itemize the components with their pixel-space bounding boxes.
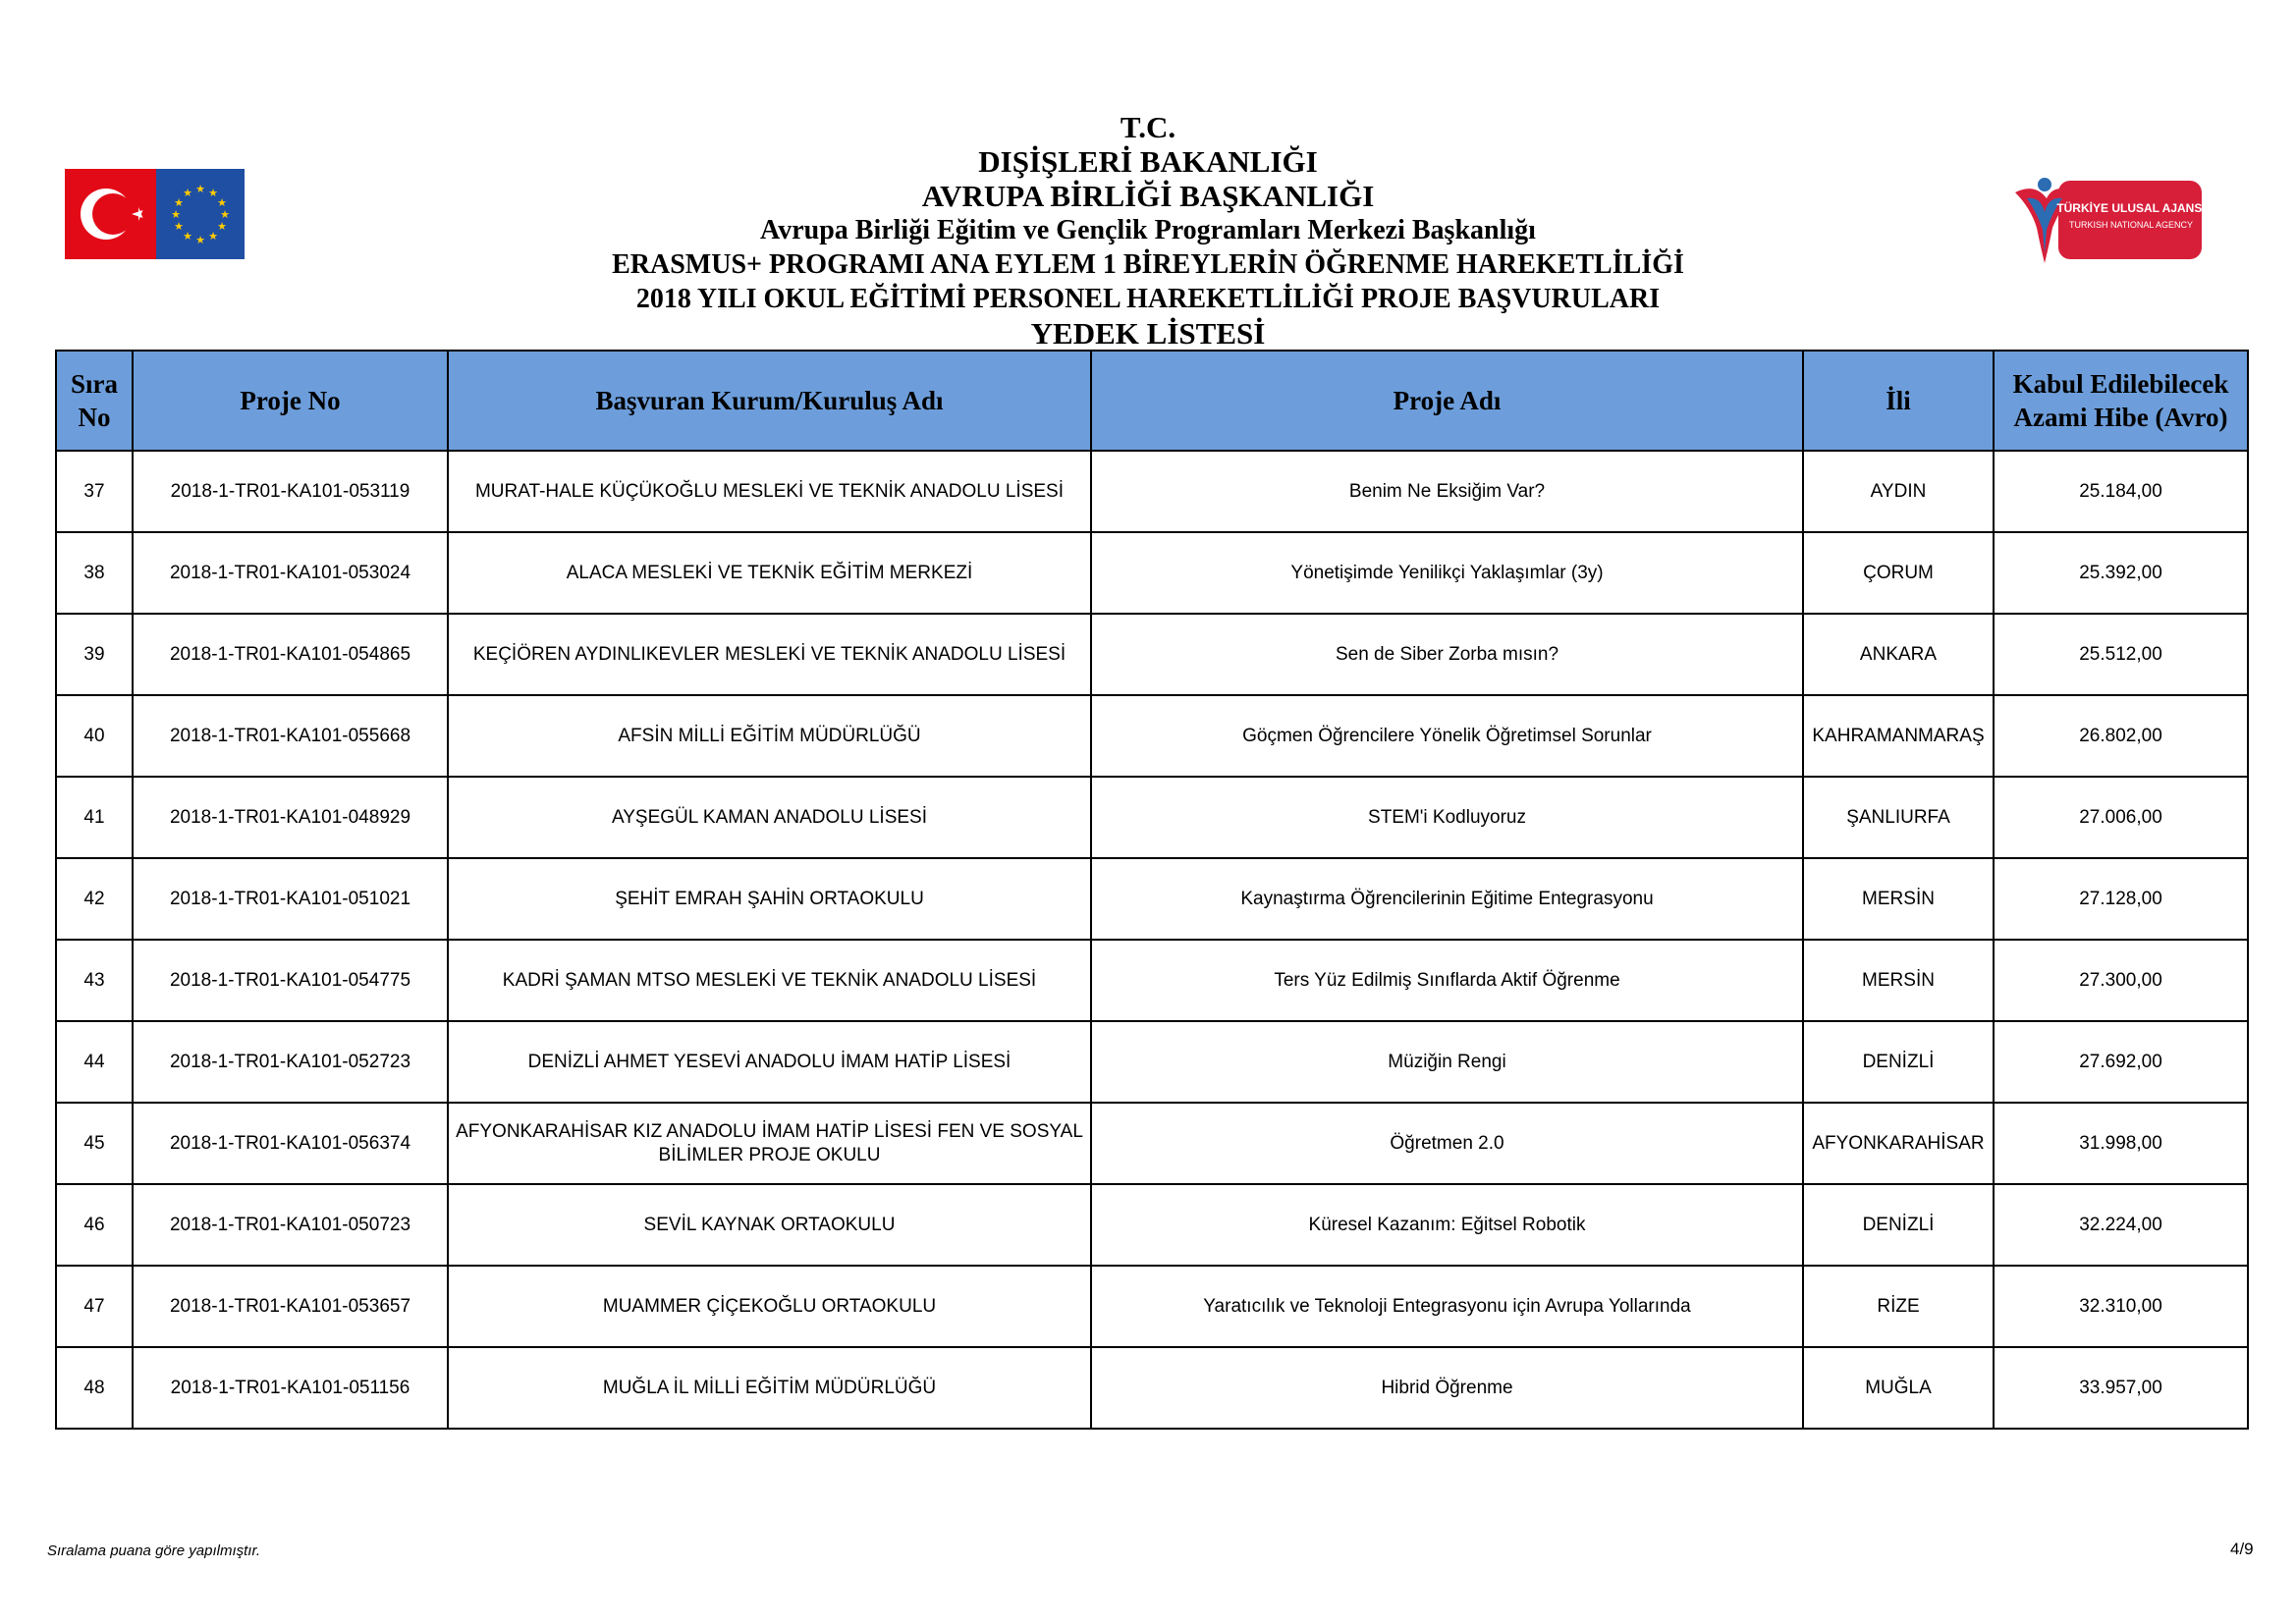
table-row bbox=[56, 777, 2248, 858]
col-header-proje-no: Proje No bbox=[133, 351, 448, 451]
svg-text:★: ★ bbox=[171, 208, 181, 221]
cell-kurum: MUAMMER ÇİÇEKOĞLU ORTAOKULU bbox=[448, 1266, 1091, 1347]
page-number: 4/9 bbox=[2230, 1540, 2254, 1558]
cell-hibe: 25.392,00 bbox=[1994, 532, 2248, 614]
cell-sira-no: 37 bbox=[56, 451, 133, 532]
cell-proje-no: 2018-1-TR01-KA101-055668 bbox=[133, 695, 448, 777]
cell-kurum: MUĞLA İL MİLLİ EĞİTİM MÜDÜRLÜĞÜ bbox=[448, 1347, 1091, 1429]
svg-text:★: ★ bbox=[195, 183, 205, 195]
agency-name-text: TÜRKİYE ULUSAL AJANSI bbox=[2056, 201, 2206, 215]
table-row bbox=[56, 1021, 2248, 1103]
cell-proje-no: 2018-1-TR01-KA101-053119 bbox=[133, 451, 448, 532]
cell-il: RİZE bbox=[1803, 1266, 1994, 1347]
cell-proje-no: 2018-1-TR01-KA101-051021 bbox=[133, 858, 448, 940]
cell-proje-adi: Ters Yüz Edilmiş Sınıflarda Aktif Öğrenme bbox=[1091, 940, 1803, 1021]
cell-proje-adi: Küresel Kazanım: Eğitsel Robotik bbox=[1091, 1184, 1803, 1266]
table-row bbox=[56, 940, 2248, 1021]
cell-sira-no: 47 bbox=[56, 1266, 133, 1347]
header-tc: T.C. bbox=[1120, 110, 1176, 144]
table-row bbox=[56, 1184, 2248, 1266]
cell-il: ŞANLIURFA bbox=[1803, 777, 1994, 858]
tr-eu-flag-logo bbox=[65, 169, 245, 259]
cell-sira-no: 42 bbox=[56, 858, 133, 940]
cell-proje-no: 2018-1-TR01-KA101-050723 bbox=[133, 1184, 448, 1266]
cell-proje-adi: Kaynaştırma Öğrencilerinin Eğitime Entegrasyonu bbox=[1091, 858, 1803, 940]
header-center: Avrupa Birliği Eğitim ve Gençlik Programları Merkezi Başkanlığı bbox=[760, 215, 1536, 245]
cell-sira-no: 39 bbox=[56, 614, 133, 695]
cell-hibe: 33.957,00 bbox=[1994, 1347, 2248, 1429]
cell-sira-no: 48 bbox=[56, 1347, 133, 1429]
table-row bbox=[56, 1347, 2248, 1429]
header-list-title: YEDEK LİSTESİ bbox=[1030, 316, 1266, 351]
cell-proje-adi: STEM'i Kodluyoruz bbox=[1091, 777, 1803, 858]
reserve-list-table bbox=[55, 350, 2249, 1430]
cell-il: MUĞLA bbox=[1803, 1347, 1994, 1429]
cell-proje-no: 2018-1-TR01-KA101-053024 bbox=[133, 532, 448, 614]
cell-kurum: SEVİL KAYNAK ORTAOKULU bbox=[448, 1184, 1091, 1266]
cell-hibe: 31.998,00 bbox=[1994, 1103, 2248, 1184]
svg-text:★: ★ bbox=[195, 234, 205, 246]
eu-flag-icon bbox=[156, 169, 245, 259]
cell-proje-adi: Yaratıcılık ve Teknoloji Entegrasyonu için Avrupa Yollarında bbox=[1091, 1266, 1803, 1347]
cell-hibe: 26.802,00 bbox=[1994, 695, 2248, 777]
cell-proje-adi: Öğretmen 2.0 bbox=[1091, 1103, 1803, 1184]
cell-sira-no: 44 bbox=[56, 1021, 133, 1103]
cell-proje-adi: Göçmen Öğrencilere Yönelik Öğretimsel Sorunlar bbox=[1091, 695, 1803, 777]
cell-hibe: 25.512,00 bbox=[1994, 614, 2248, 695]
header-programme: ERASMUS+ PROGRAMI ANA EYLEM 1 BİREYLERİN ÖĞRENME HAREKETLİLİĞİ bbox=[612, 249, 1684, 280]
col-header-il: İli bbox=[1803, 351, 1994, 451]
cell-kurum: KADRİ ŞAMAN MTSO MESLEKİ VE TEKNİK ANADOLU LİSESİ bbox=[448, 940, 1091, 1021]
header-year-title: 2018 YILI OKUL EĞİTİMİ PERSONEL HAREKETLİLİĞİ PROJE BAŞVURULARI bbox=[635, 284, 1661, 314]
cell-hibe: 32.224,00 bbox=[1994, 1184, 2248, 1266]
cell-proje-adi: Benim Ne Eksiğim Var? bbox=[1091, 451, 1803, 532]
cell-kurum: ŞEHİT EMRAH ŞAHİN ORTAOKULU bbox=[448, 858, 1091, 940]
cell-proje-adi: Sen de Siber Zorba mısın? bbox=[1091, 614, 1803, 695]
cell-il: ANKARA bbox=[1803, 614, 1994, 695]
cell-kurum: AFSİN MİLLİ EĞİTİM MÜDÜRLÜĞÜ bbox=[448, 695, 1091, 777]
cell-il: DENİZLİ bbox=[1803, 1021, 1994, 1103]
cell-hibe: 27.300,00 bbox=[1994, 940, 2248, 1021]
svg-text:★: ★ bbox=[183, 230, 192, 243]
cell-kurum: DENİZLİ AHMET YESEVİ ANADOLU İMAM HATİP LİSESİ bbox=[448, 1021, 1091, 1103]
cell-sira-no: 40 bbox=[56, 695, 133, 777]
cell-proje-no: 2018-1-TR01-KA101-054865 bbox=[133, 614, 448, 695]
cell-sira-no: 38 bbox=[56, 532, 133, 614]
col-header-kurum: Başvuran Kurum/Kuruluş Adı bbox=[448, 351, 1091, 451]
cell-proje-no: 2018-1-TR01-KA101-048929 bbox=[133, 777, 448, 858]
cell-proje-no: 2018-1-TR01-KA101-052723 bbox=[133, 1021, 448, 1103]
header-ministry: DIŞİŞLERİ BAKANLIĞI bbox=[978, 144, 1318, 179]
cell-il: AFYONKARAHİSAR bbox=[1803, 1103, 1994, 1184]
cell-sira-no: 41 bbox=[56, 777, 133, 858]
agency-name-en-text: TURKISH NATIONAL AGENCY bbox=[2068, 220, 2194, 230]
cell-proje-adi: Yönetişimde Yenilikçi Yaklaşımlar (3y) bbox=[1091, 532, 1803, 614]
cell-il: MERSİN bbox=[1803, 940, 1994, 1021]
cell-il: KAHRAMANMARAŞ bbox=[1803, 695, 1994, 777]
cell-proje-adi: Hibrid Öğrenme bbox=[1091, 1347, 1803, 1429]
cell-proje-no: 2018-1-TR01-KA101-054775 bbox=[133, 940, 448, 1021]
cell-hibe: 25.184,00 bbox=[1994, 451, 2248, 532]
svg-text:★: ★ bbox=[208, 230, 218, 243]
cell-sira-no: 46 bbox=[56, 1184, 133, 1266]
cell-kurum: AFYONKARAHİSAR KIZ ANADOLU İMAM HATİP LİSESİ FEN VE SOSYAL BİLİMLER PROJE OKULU bbox=[448, 1103, 1091, 1184]
cell-kurum: AYŞEGÜL KAMAN ANADOLU LİSESİ bbox=[448, 777, 1091, 858]
svg-text:★: ★ bbox=[217, 196, 227, 209]
svg-text:★: ★ bbox=[174, 220, 184, 233]
cell-proje-no: 2018-1-TR01-KA101-053657 bbox=[133, 1266, 448, 1347]
svg-text:★: ★ bbox=[183, 187, 192, 199]
table-header-row bbox=[56, 351, 2248, 451]
table-body bbox=[56, 451, 2248, 1429]
table-row bbox=[56, 451, 2248, 532]
table-row bbox=[56, 695, 2248, 777]
turkish-national-agency-logo bbox=[2005, 169, 2206, 269]
cell-hibe: 27.692,00 bbox=[1994, 1021, 2248, 1103]
table-row bbox=[56, 858, 2248, 940]
table-row bbox=[56, 1103, 2248, 1184]
svg-text:★: ★ bbox=[220, 208, 230, 221]
cell-hibe: 27.006,00 bbox=[1994, 777, 2248, 858]
cell-kurum: ALACA MESLEKİ VE TEKNİK EĞİTİM MERKEZİ bbox=[448, 532, 1091, 614]
cell-sira-no: 45 bbox=[56, 1103, 133, 1184]
svg-text:★: ★ bbox=[208, 187, 218, 199]
cell-hibe: 27.128,00 bbox=[1994, 858, 2248, 940]
footer-note: Sıralama puana göre yapılmıştır. bbox=[47, 1543, 261, 1559]
table-row bbox=[56, 1266, 2248, 1347]
header-eu-directorate: AVRUPA BİRLİĞİ BAŞKANLIĞI bbox=[921, 179, 1375, 213]
table-row bbox=[56, 532, 2248, 614]
col-header-sira-no: Sıra No bbox=[56, 351, 133, 451]
col-header-hibe: Kabul Edilebilecek Azami Hibe (Avro) bbox=[1994, 351, 2248, 451]
document-header bbox=[0, 110, 2296, 351]
cell-hibe: 32.310,00 bbox=[1994, 1266, 2248, 1347]
cell-il: DENİZLİ bbox=[1803, 1184, 1994, 1266]
cell-il: MERSİN bbox=[1803, 858, 1994, 940]
turkish-flag-icon bbox=[65, 169, 156, 259]
cell-proje-adi: Müziğin Rengi bbox=[1091, 1021, 1803, 1103]
table-row bbox=[56, 614, 2248, 695]
svg-text:★: ★ bbox=[217, 220, 227, 233]
cell-proje-no: 2018-1-TR01-KA101-056374 bbox=[133, 1103, 448, 1184]
cell-kurum: KEÇİÖREN AYDINLIKEVLER MESLEKİ VE TEKNİK ANADOLU LİSESİ bbox=[448, 614, 1091, 695]
cell-kurum: MURAT-HALE KÜÇÜKOĞLU MESLEKİ VE TEKNİK ANADOLU LİSESİ bbox=[448, 451, 1091, 532]
cell-proje-no: 2018-1-TR01-KA101-051156 bbox=[133, 1347, 448, 1429]
col-header-proje-adi: Proje Adı bbox=[1091, 351, 1803, 451]
cell-il: AYDIN bbox=[1803, 451, 1994, 532]
svg-text:★: ★ bbox=[174, 196, 184, 209]
cell-sira-no: 43 bbox=[56, 940, 133, 1021]
cell-il: ÇORUM bbox=[1803, 532, 1994, 614]
